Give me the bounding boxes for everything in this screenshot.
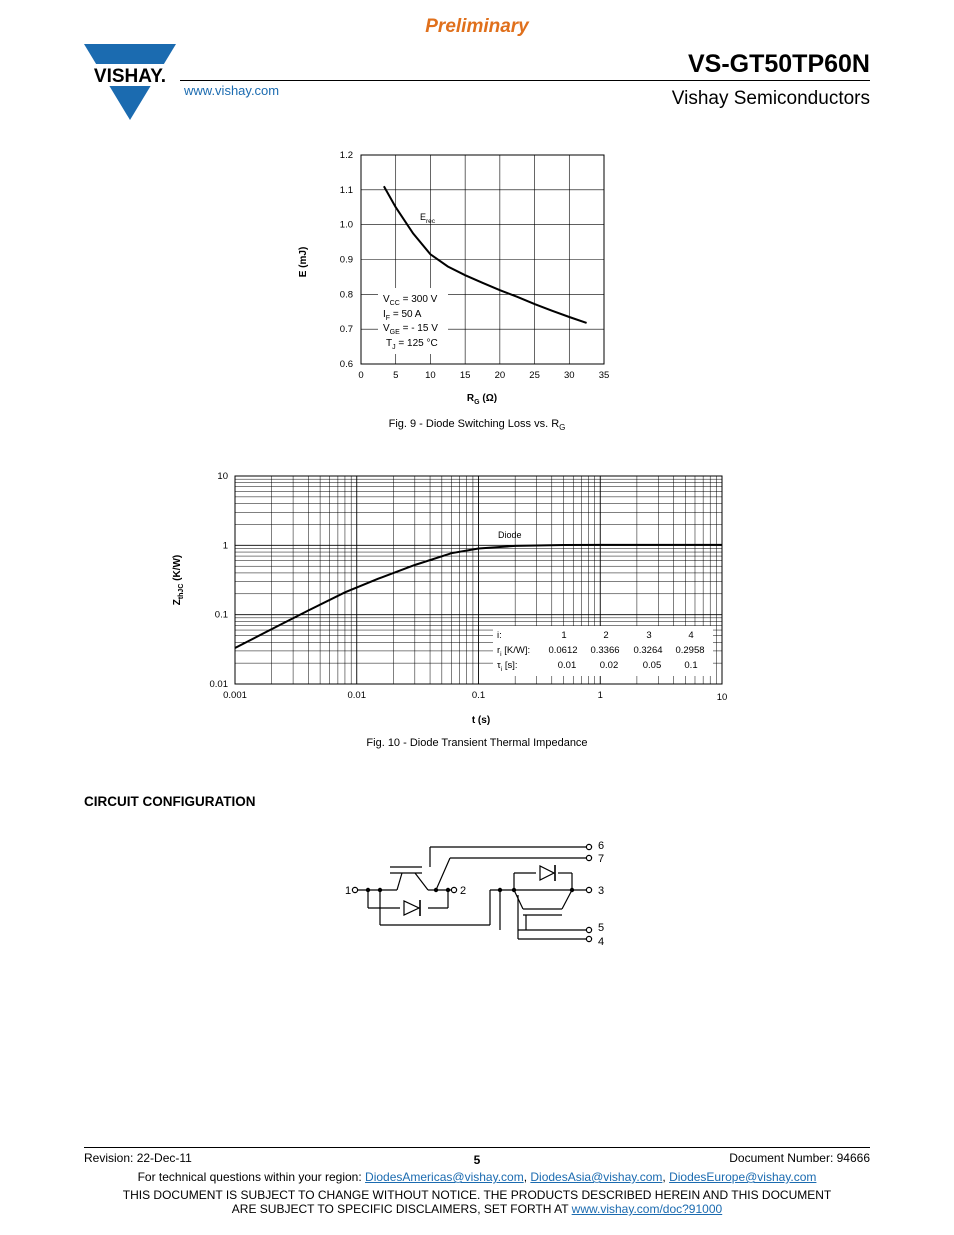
fig10-table-tau3: 0.05 — [642, 660, 662, 671]
footer-rule — [84, 1147, 870, 1148]
disclaimer-link[interactable]: www.vishay.com/doc?91000 — [571, 1202, 723, 1216]
fig9-condition-vge: $V_{GE}$ = - 15 V — [383, 323, 438, 336]
fig10-xtick-label: 0.001 — [223, 690, 247, 701]
email-asia-link[interactable]: DiodesAsia@vishay.com — [530, 1170, 663, 1184]
email-europe-link[interactable]: DiodesEurope@vishay.com — [669, 1170, 817, 1184]
fig9-ytick-label: 0.9 — [339, 254, 353, 266]
fig9-ytick-label: 1.2 — [339, 150, 353, 161]
fig10-xtick-label: 0.1 — [471, 690, 486, 701]
contact-separator: , — [523, 1170, 531, 1184]
contact-prefix: For technical questions within your region: — [137, 1170, 366, 1184]
vishay-url-link[interactable]: www.vishay.com — [184, 83, 280, 98]
fig10-ytick-label: 10 — [217, 471, 228, 482]
technical-contact-line — [0, 1170, 954, 1184]
fig9-conditions — [378, 288, 448, 354]
fig9-xtick-label: 25 — [529, 370, 540, 381]
disclaimer-line-2 — [0, 1202, 954, 1216]
fig10-table-tau4: 0.1 — [684, 660, 698, 671]
fig10-xtick-label: 10 — [716, 692, 728, 703]
part-number: VS-GT50TP60N — [687, 50, 870, 78]
circuit-wires — [357, 847, 587, 939]
circuit-diagram — [340, 835, 620, 955]
fig9-ytick-label: 0.8 — [339, 289, 353, 301]
revision-date: Revision: 22-Dec-11 — [84, 1151, 192, 1165]
contact-separator: , — [662, 1170, 670, 1184]
pin-label-1: 1 — [345, 885, 352, 897]
company-name: Vishay Semiconductors — [671, 88, 870, 109]
fig10-table-col-4: 4 — [688, 630, 694, 641]
pin-label-5: 5 — [598, 922, 605, 934]
fig10-table-tau1: 0.01 — [557, 660, 577, 671]
fig10-table-tau2: 0.02 — [599, 660, 619, 671]
fig10-xtick-label: 0.01 — [347, 690, 366, 701]
fig9-caption: Fig. 9 - Diode Switching Loss vs. $R_G$ — [388, 418, 566, 432]
fig9-xtick-label: 10 — [425, 370, 436, 381]
pin-label-3: 3 — [598, 885, 605, 897]
fig9-series-label: $E_{rec}$ — [420, 212, 436, 225]
fig9-ytick-label: 1.1 — [339, 184, 353, 196]
document-number: Document Number: 94666 — [729, 1151, 870, 1165]
fig9-chart — [0, 0, 954, 440]
email-americas-link[interactable]: DiodesAmericas@vishay.com — [365, 1170, 524, 1184]
fig9-xtick-label: 35 — [598, 370, 610, 381]
fig10-table-r4: 0.2958 — [675, 645, 705, 656]
fig10-ytick-label: 0.1 — [214, 609, 228, 621]
fig10-rc-table — [493, 626, 713, 676]
fig9-xtick-label: 0 — [358, 370, 364, 381]
circuit-configuration-title: CIRCUIT CONFIGURATION — [84, 794, 256, 809]
pin-label-2: 2 — [460, 885, 467, 897]
logo-text: VISHAY. — [93, 66, 167, 87]
fig10-ylabel: $Z_{thJC}$ (K/W) — [172, 554, 185, 606]
page-number: 5 — [473, 1153, 481, 1167]
disclaimer-prefix: ARE SUBJECT TO SPECIFIC DISCLAIMERS, SET FORTH AT — [231, 1202, 572, 1216]
pin-label-6: 6 — [598, 840, 605, 852]
fig10-table-r3: 0.3264 — [633, 645, 663, 656]
fig10-table-r1: 0.0612 — [548, 645, 578, 656]
fig10-xlabel: t (s) — [471, 715, 491, 726]
fig10-table-row-header-r: $r_i$ [K/W]: — [497, 645, 531, 658]
fig9-ytick-label: 1.0 — [339, 219, 353, 231]
disclaimer-line-1: THIS DOCUMENT IS SUBJECT TO CHANGE WITHOUT NOTICE. THE PRODUCTS DESCRIBED HEREIN AND THIS DOCUMENT — [122, 1188, 832, 1202]
pin-label-7: 7 — [598, 853, 605, 865]
fig9-xtick-label: 30 — [563, 370, 575, 381]
fig10-xtick-label: 1 — [597, 690, 603, 701]
fig9-xtick-label: 20 — [494, 370, 506, 381]
fig9-condition-tj: $T_J = 125$ °C — [386, 338, 438, 351]
fig9-ytick-label: 0.7 — [339, 324, 353, 336]
fig9-ytick-label: 0.6 — [339, 359, 353, 370]
fig10-caption: Fig. 10 - Diode Transient Thermal Impedance — [366, 737, 588, 749]
diode-lower-left — [404, 900, 420, 916]
diode-upper-right — [540, 865, 555, 881]
fig10-series-label: Diode — [498, 530, 522, 540]
fig10-ytick-label: 1 — [222, 540, 228, 552]
fig10-ytick-label: 0.01 — [209, 679, 228, 690]
fig9-condition-vcc: $V_{CC} = 300$ V — [383, 294, 438, 307]
fig10-table-r2: 0.3366 — [590, 645, 620, 656]
fig10-table-col-3: 3 — [646, 630, 652, 641]
preliminary-label: Preliminary — [425, 16, 529, 37]
circuit-pin-labels — [345, 840, 604, 948]
fig9-ylabel: E (mJ) — [298, 246, 309, 278]
pin-label-4: 4 — [598, 936, 605, 948]
circuit-terminals — [352, 844, 591, 941]
fig9-condition-if: $I_F = 50$ A — [383, 309, 422, 322]
fig9-xtick-label: 15 — [459, 370, 471, 381]
fig9-xlabel: $R_G$ (Ω) — [466, 393, 498, 406]
fig9-xtick-label: 5 — [393, 370, 399, 381]
fig10-table-col-1: 1 — [561, 630, 567, 641]
fig10-chart — [0, 440, 954, 760]
fig10-table-row-header-tau: $\tau_i$ [s]: — [497, 660, 518, 673]
fig10-table-row-header-i: i: — [497, 630, 502, 641]
fig10-table-col-2: 2 — [603, 630, 609, 641]
